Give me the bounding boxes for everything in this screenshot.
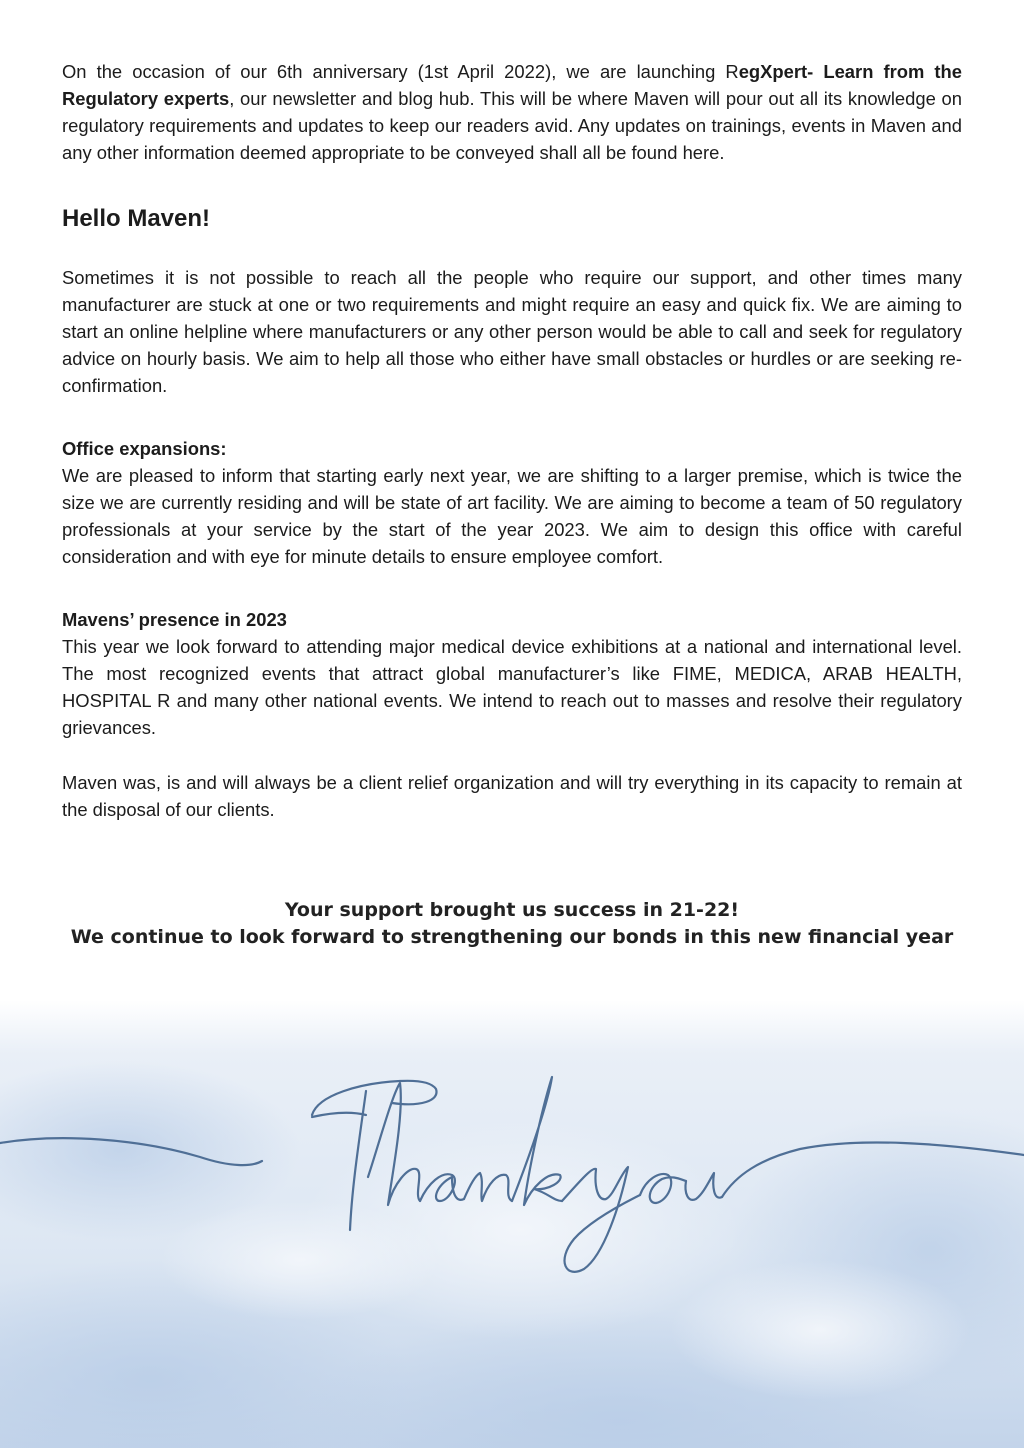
presence-paragraph: This year we look forward to attending major medical device exhibitions at a national and international level. The most recognized events that attract global manufacturer’s like FIME, MEDICA, ARAB HEALTH, HOSPITAL R and many other national events. We intend to reach out to masses and resolve their regulatory grievances.	[62, 636, 962, 738]
presence-heading: Mavens’ presence in 2023	[62, 609, 287, 630]
helpline-paragraph: Sometimes it is not possible to reach all the people who require our support, and other times many manufacturer are stuck at one or two requirements and might require an easy and quick fix. We are aiming to start an online helpline where manufacturers or any other person would be able to call and seek for regulatory advice on hourly basis. We aim to help all those who either have small obstacles or hurdles or are seeking re-confirmation.	[62, 267, 962, 396]
hello-heading: Hello Maven!	[62, 205, 211, 232]
support-line-2: We continue to look forward to strengthening our bonds in this new financial year	[70, 926, 954, 948]
closing-paragraph: Maven was, is and will always be a client relief organization and will try everything in its capacity to remain at the disposal of our clients.	[62, 772, 962, 820]
intro-text-end: , our newsletter and blog hub. This will be where Maven will pour out all its knowledge on regulatory requirements and updates to keep our readers avid. Any updates on trainings, events in Maven and any other information deemed appropriate to be conveyed shall all be found here.	[62, 88, 963, 163]
thank-you-signature	[0, 1055, 1024, 1275]
intro-text-start: On the occasion of our 6th anniversary (1st April 2022), we are launching R	[62, 61, 739, 82]
office-paragraph: We are pleased to inform that starting early next year, we are shifting to a larger premise, which is twice the size we are currently residing and will be state of art facility. We are aiming to become a team of 50 regulatory professionals at your service by the start of the year 2023. We aim to design this office with careful consideration and with eye for minute details to ensure employee comfort.	[62, 465, 962, 567]
intro-paragraph	[62, 58, 962, 166]
office-heading: Office expansions:	[62, 438, 227, 459]
regxpert-name: egXpert- Learn from the Regulatory experts	[62, 61, 962, 109]
support-line-1: Your support brought us success in 21-22!	[284, 899, 740, 921]
letter-body	[62, 58, 962, 823]
support-message	[0, 897, 1024, 951]
